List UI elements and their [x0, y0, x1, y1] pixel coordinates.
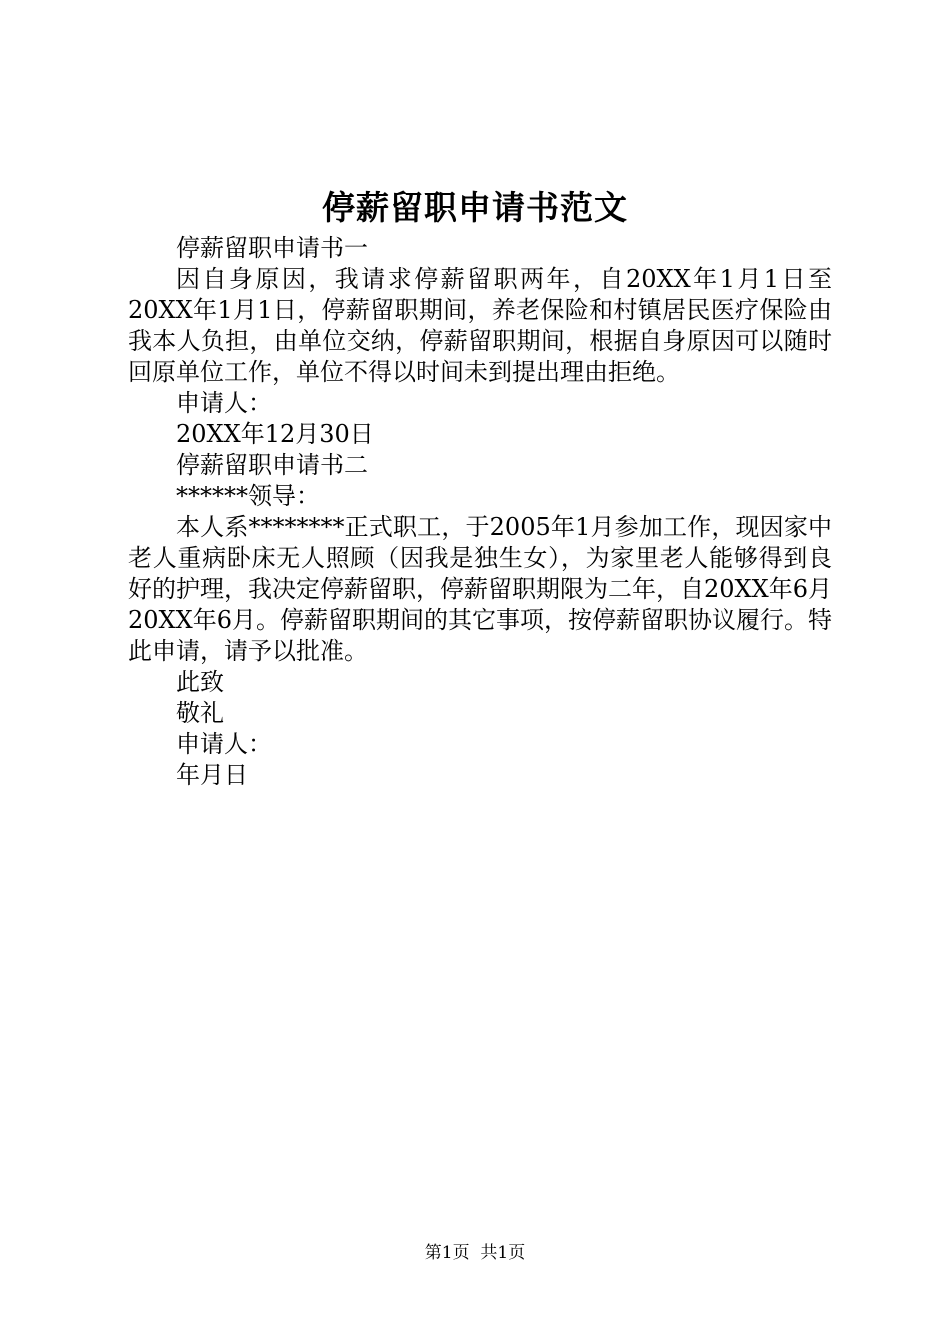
- paragraph-closing-cizhi: 此致: [176, 668, 224, 696]
- paragraph-closing-jingli: 敬礼: [176, 699, 224, 727]
- document-body: [128, 233, 832, 791]
- paragraph-heading-one: 停薪留职申请书一: [176, 234, 368, 262]
- paragraph-request-two: 本人系********正式职工，于2005年1月参加工作，现因家中老人重病卧床无人照顾（因我是独生女），为家里老人能够得到良好的护理，我决定停薪留职，停薪留职期限为二年，自20XX年6月20XX年6月。停薪留职期间的其它事项，按停薪留职协议履行。特此申请，请予以批准。: [128, 513, 832, 665]
- paragraph-salutation: ******领导：: [176, 482, 320, 510]
- page-number-total: 共1页: [480, 1243, 526, 1263]
- paragraph-date-one: 20XX年12月30日: [176, 420, 374, 448]
- paragraph-heading-two: 停薪留职申请书二: [176, 451, 368, 479]
- footer-spacer: [470, 1243, 481, 1263]
- paragraph-date-two: 年月日: [176, 761, 248, 789]
- paragraph-applicant-two: 申请人：: [176, 730, 272, 758]
- paragraph-request-one: 因自身原因，我请求停薪留职两年，自20XX年1月1日至20XX年1月1日，停薪留职期间，养老保险和村镇居民医疗保险由我本人负担，由单位交纳，停薪留职期间，根据自身原因可以随时回原单位工作，单位不得以时间未到提出理由拒绝。: [128, 265, 832, 386]
- page-footer: [0, 1241, 950, 1265]
- document-title: 停薪留职申请书范文: [322, 188, 628, 227]
- paragraph-applicant-one: 申请人：: [176, 389, 272, 417]
- page-number-current: 第1页: [424, 1243, 470, 1263]
